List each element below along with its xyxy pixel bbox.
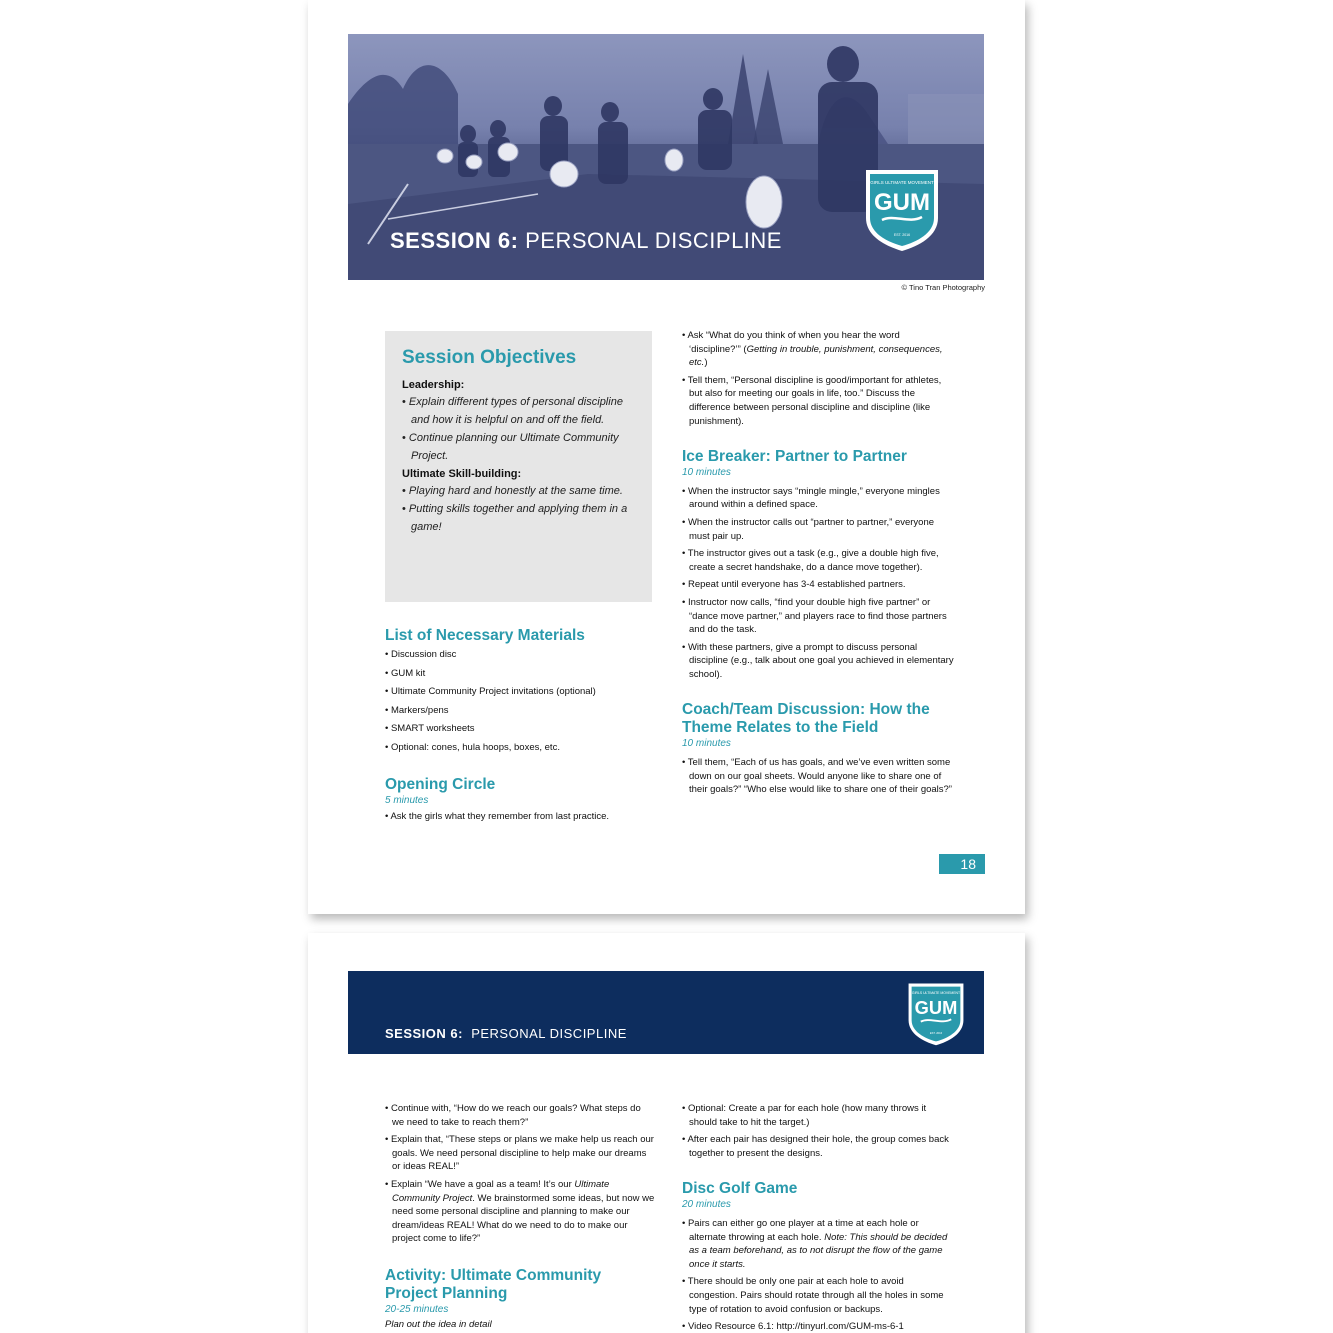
item-italic: Note: This should be decided as a team beforehand, as to not disrupt the flow of the game once it starts. bbox=[689, 1231, 948, 1270]
list-item: • Playing hard and honestly at the same time. bbox=[402, 482, 635, 500]
list-item: • Ultimate Community Project invitations (optional) bbox=[385, 685, 652, 699]
coach-discussion-title: Coach/Team Discussion: How the Theme Relates to the Field bbox=[682, 701, 930, 737]
list-item: • Explain different types of personal discipline and how it is helpful on and off the field. bbox=[402, 393, 635, 429]
hero-photo-banner bbox=[348, 34, 984, 280]
list-item: • GUM kit bbox=[385, 667, 652, 681]
activity-section bbox=[385, 1267, 655, 1331]
intro-list bbox=[682, 329, 954, 428]
list-item: • Continue with, “How do we reach our goals? What steps do we need to take to reach them?” bbox=[385, 1102, 655, 1129]
list-item: • Optional: Create a par for each hole (how many throws it should take to hit the target.) bbox=[682, 1102, 954, 1129]
intro-item-italic: Getting in trouble, punishment, consequences, etc. bbox=[689, 343, 943, 369]
list-item: • Discussion disc bbox=[385, 648, 652, 662]
hero-session-title bbox=[390, 228, 782, 254]
list-item: • Video Resource 6.1: http://tinyurl.com/GUM-ms-6-1 bbox=[682, 1320, 954, 1333]
list-item: • When the instructor calls out “partner to partner,” everyone must pair up. bbox=[682, 516, 954, 543]
disc-golf-title: Disc Golf Game bbox=[682, 1180, 798, 1198]
activity-title: Activity: Ultimate Community Project Planning bbox=[385, 1266, 602, 1302]
objectives-title: Session Objectives bbox=[402, 347, 577, 368]
opening-circle-title: Opening Circle bbox=[385, 775, 496, 793]
opening-circle-list bbox=[385, 810, 652, 824]
document-page-19 bbox=[308, 933, 1025, 1333]
icebreaker-section bbox=[682, 448, 954, 681]
gum-logo bbox=[907, 982, 965, 1046]
list-item bbox=[682, 329, 954, 370]
list-item: • Explain that, “These steps or plans we make help us reach our goals. We need personal discipline to help make our dreams or ideas REAL!” bbox=[385, 1133, 655, 1174]
coach-discussion-duration: 10 minutes bbox=[682, 738, 731, 750]
icebreaker-title: Ice Breaker: Partner to Partner bbox=[682, 448, 907, 466]
list-item: • Tell them, “Each of us has goals, and we’ve even written some down on our goal sheets. Would anyone like to share one of their goals?” “Who else would like to share one of their goals?” bbox=[682, 756, 954, 797]
list-item: • Tell them, “Personal discipline is good/important for athletes, but also for meeting our goals in life, too.” Discuss the difference between personal discipline and discipline (like punishment). bbox=[682, 374, 954, 428]
list-item: • When the instructor says “mingle mingle,” everyone mingles around within a defined space. bbox=[682, 485, 954, 512]
disc-golf-list bbox=[682, 1217, 954, 1333]
skill-building-label: Ultimate Skill-building: bbox=[402, 468, 522, 480]
list-item: • SMART worksheets bbox=[385, 722, 652, 736]
list-item: • Instructor now calls, “find your double high five partner” or “dance move partner,” and players race to find those partners and do the task. bbox=[682, 596, 954, 637]
activity-first-line: Plan out the idea in detail bbox=[385, 1318, 492, 1330]
document-page-18 bbox=[308, 0, 1025, 914]
intro-item-text: Ask “What do you think of when you hear the word ‘discipline?’” ( bbox=[687, 330, 900, 355]
leadership-label: Leadership: bbox=[402, 379, 465, 391]
logo-text: GUM bbox=[914, 997, 958, 1018]
item-italic: Ultimate Community Project bbox=[392, 1178, 610, 1204]
icebreaker-duration: 10 minutes bbox=[682, 467, 731, 479]
page-number: 18 bbox=[939, 854, 985, 874]
list-item: • The instructor gives out a task (e.g., give a double high five, create a secret handshake, do a dance move together). bbox=[682, 547, 954, 574]
left-column-page2 bbox=[385, 1102, 655, 1331]
session-label: SESSION 6: bbox=[390, 228, 519, 253]
right-column-page2 bbox=[682, 1102, 954, 1333]
coach-discussion-section bbox=[682, 701, 954, 796]
logo-org-text: GIRLS ULTIMATE MOVEMENT bbox=[911, 991, 961, 996]
coach-discussion-list bbox=[682, 756, 954, 797]
hole-design-list bbox=[682, 1102, 954, 1160]
list-item: • Continue planning our Ultimate Community Project. bbox=[402, 429, 635, 465]
logo-est-text: EST. 2016 bbox=[929, 1031, 943, 1035]
activity-duration: 20-25 minutes bbox=[385, 1303, 449, 1315]
list-item: • Optional: cones, hula hoops, boxes, etc. bbox=[385, 741, 652, 755]
opening-circle-section bbox=[385, 776, 652, 824]
gum-shield-icon bbox=[864, 168, 940, 252]
list-item: • After each pair has designed their hole, the group comes back together to present the designs. bbox=[682, 1133, 954, 1160]
item-text: Pairs can either go one player at a time at each hole or alternate throwing at each hole. bbox=[687, 1217, 919, 1243]
list-item: • Repeat until everyone has 3-4 established partners. bbox=[682, 578, 954, 592]
band-session-title bbox=[385, 1026, 627, 1041]
logo-est-text: EST. 2016 bbox=[893, 233, 911, 237]
list-item bbox=[682, 1217, 954, 1271]
session-title: PERSONAL DISCIPLINE bbox=[471, 1026, 627, 1041]
skill-building-list bbox=[402, 482, 635, 536]
leadership-list bbox=[402, 393, 635, 465]
list-item: • With these partners, give a prompt to discuss personal discipline (e.g., talk about one goal you achieved in elementary school). bbox=[682, 641, 954, 682]
list-item: • There should be only one pair at each hole to avoid congestion. Pairs should rotate through all the holes in some type of rotation to avoid confusion or backups. bbox=[682, 1275, 954, 1316]
item-text: . We brainstormed some ideas, but now we need some personal discipline and planning to make our dream/ideas REAL! What do we need to do to make our project come to life?” bbox=[392, 1192, 655, 1245]
item-text: Explain “We have a goal as a team! It’s our bbox=[390, 1178, 575, 1190]
right-column-page1 bbox=[682, 329, 954, 801]
opening-circle-duration: 5 minutes bbox=[385, 794, 429, 806]
icebreaker-list bbox=[682, 485, 954, 682]
disc-golf-duration: 20 minutes bbox=[682, 1199, 731, 1211]
intro-item-end: ) bbox=[704, 357, 708, 369]
materials-title: List of Necessary Materials bbox=[385, 627, 585, 644]
logo-org-text: GIRLS ULTIMATE MOVEMENT bbox=[870, 180, 934, 185]
disc-golf-section bbox=[682, 1180, 954, 1333]
list-item: • Markers/pens bbox=[385, 704, 652, 718]
logo-text: GUM bbox=[874, 189, 930, 216]
goals-list bbox=[385, 1102, 655, 1246]
list-item: • Ask the girls what they remember from last practice. bbox=[385, 810, 652, 824]
session-header-band bbox=[348, 971, 984, 1054]
left-column-page1 bbox=[385, 627, 652, 828]
session-label: SESSION 6: bbox=[385, 1026, 463, 1041]
materials-list bbox=[385, 648, 652, 755]
photo-credit: © Tino Tran Photography bbox=[901, 283, 985, 292]
gum-shield-icon bbox=[907, 982, 965, 1046]
session-title: PERSONAL DISCIPLINE bbox=[525, 228, 782, 253]
list-item: • Putting skills together and applying them in a game! bbox=[402, 500, 635, 536]
session-objectives-box bbox=[385, 331, 652, 602]
list-item bbox=[385, 1178, 655, 1246]
